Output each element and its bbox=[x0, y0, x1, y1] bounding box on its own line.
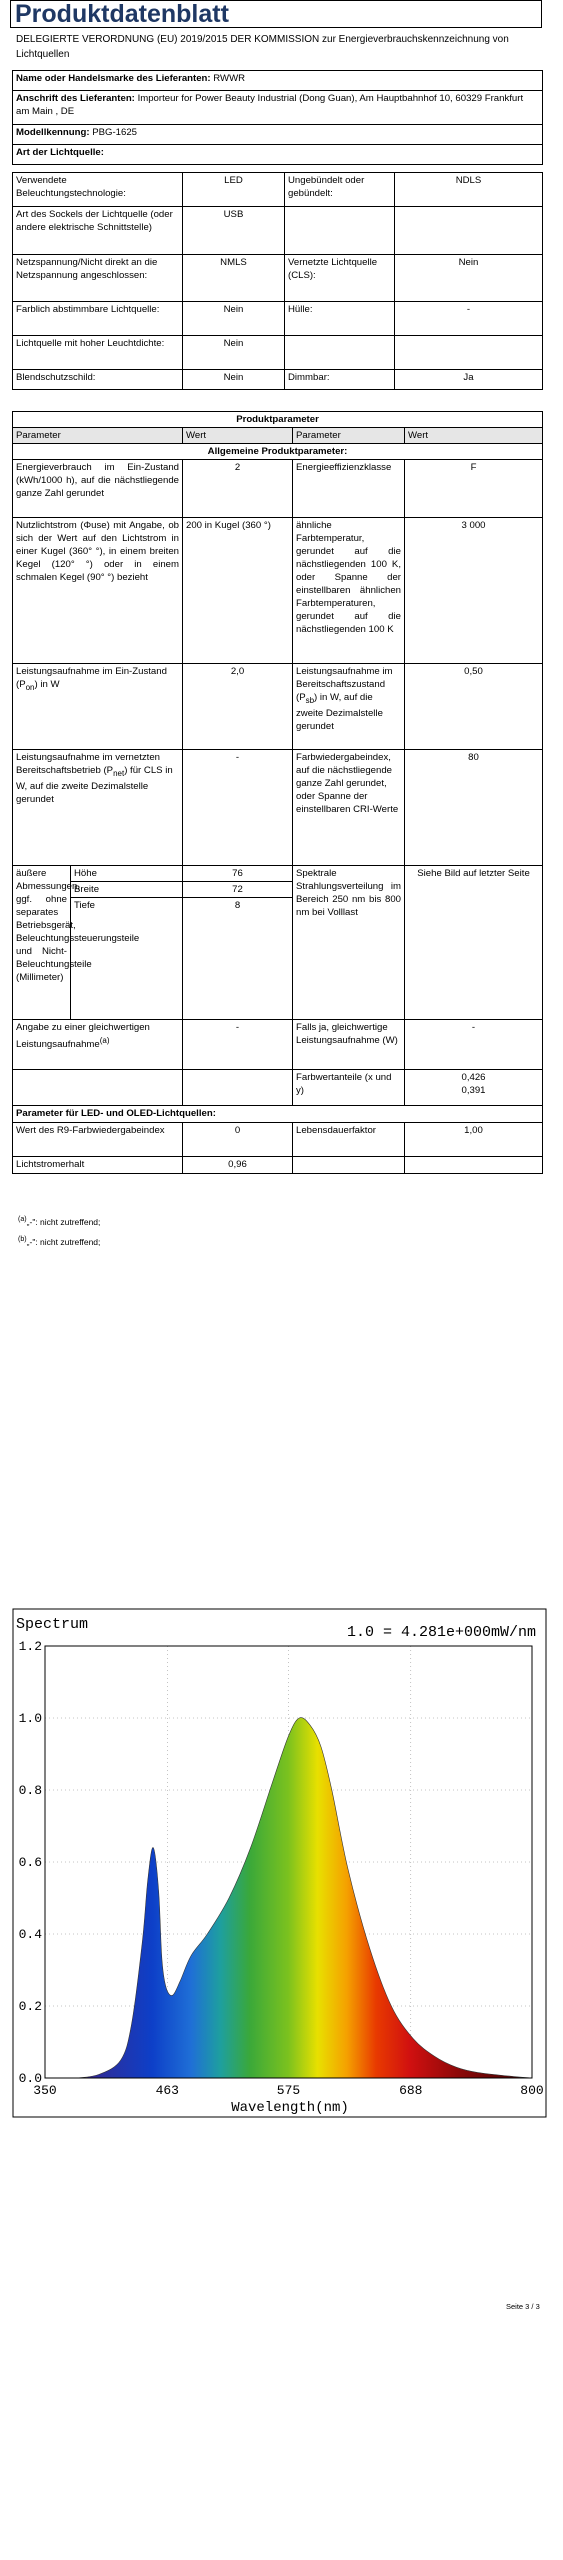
cell-value: NMLS bbox=[183, 255, 285, 302]
model-row bbox=[13, 125, 543, 145]
led-params-header: Parameter für LED- und OLED-Lichtquellen: bbox=[13, 1106, 543, 1123]
param-label: Farbwiedergabeindex, auf die nächstliegende ganze Zahl gerundet, oder Spanne der einstellbaren CRI-Werte bbox=[293, 750, 405, 866]
light-type-row bbox=[13, 207, 543, 255]
footnote: $^{(a)}$„-": nicht zutreffend; bbox=[18, 1215, 101, 1227]
cell-label: Hülle: bbox=[285, 302, 395, 336]
cell-value: Nein bbox=[395, 255, 543, 302]
param-value: - bbox=[405, 1020, 543, 1070]
x-tick-label: 350 bbox=[33, 2083, 57, 2098]
param-label: Angabe zu einer gleichwertigen Leistungsaufnahme$^{(a)}$ bbox=[13, 1020, 183, 1070]
dim-value: 76 bbox=[183, 866, 293, 882]
cell-label: Lichtquelle mit hoher Leuchtdichte: bbox=[13, 336, 183, 370]
supplier-address-row bbox=[13, 91, 543, 125]
dim-label: Tiefe bbox=[71, 898, 183, 1020]
y-tick-label: 0.8 bbox=[18, 1783, 42, 1798]
product-params-header: Produktparameter bbox=[13, 412, 543, 428]
cell-label: Art des Sockels der Lichtquelle (oder andere elektrische Schnittstelle) bbox=[13, 207, 183, 255]
supplier-name-row bbox=[13, 71, 543, 91]
param-value: 0,96 bbox=[183, 1157, 293, 1174]
x-tick-label: 800 bbox=[520, 2083, 544, 2098]
cell-label: Netzspannung/Nicht direkt an die Netzspannung angeschlossen: bbox=[13, 255, 183, 302]
x-axis-label: Wavelength(nm) bbox=[231, 2100, 349, 2116]
light-type-row bbox=[13, 302, 543, 336]
chart-title: Spectrum bbox=[16, 1616, 89, 1633]
cell-value: USB bbox=[183, 207, 285, 255]
param-head: Parameter bbox=[293, 428, 405, 444]
x-tick-label: 575 bbox=[276, 2083, 301, 2098]
chart-annotation: 1.0 = 4.281e+000mW/nm bbox=[346, 1624, 536, 1641]
param-label: Lichtstromerhalt bbox=[13, 1157, 183, 1174]
param-value: 0 bbox=[183, 1123, 293, 1157]
cell-value: - bbox=[395, 302, 543, 336]
page-title: Produktdatenblatt bbox=[15, 0, 229, 28]
light-type-label: Art der Lichtquelle: bbox=[13, 145, 543, 165]
light-type-row bbox=[13, 173, 543, 207]
param-label: Energieverbrauch im Ein-Zustand (kWh/1000 h), auf die nächstliegende ganze Zahl gerundet bbox=[13, 460, 183, 518]
spectrum-chart bbox=[12, 1608, 547, 2118]
cell-empty bbox=[285, 336, 395, 370]
param-row bbox=[13, 750, 543, 866]
param-label: Leistungsaufnahme im vernetzten Bereitschaftsbetrieb $(P_{net})$ für CLS in W, auf die zweite Dezimalstelle gerundet bbox=[13, 750, 183, 866]
y-tick-label: 0.6 bbox=[18, 1855, 42, 1870]
dims-label: äußere Abmessungen, ggf. ohne separates Betriebsgerät, Beleuchtungssteuerungsteile und Nicht-Beleuchtungsteile (Millimeter) bbox=[13, 866, 71, 1020]
cell-empty bbox=[395, 336, 543, 370]
product-params-table bbox=[12, 411, 543, 1174]
param-head: Parameter bbox=[13, 428, 183, 444]
param-head-row bbox=[13, 428, 543, 444]
y-tick-label: 0.0 bbox=[18, 2071, 42, 2086]
cell-value: Ja bbox=[395, 370, 543, 390]
param-value: - bbox=[183, 1020, 293, 1070]
param-head: Wert bbox=[405, 428, 543, 444]
cell-label: Blendschutzschild: bbox=[13, 370, 183, 390]
cell-label: Dimmbar: bbox=[285, 370, 395, 390]
param-label: Leistungsaufnahme im Bereitschaftszustand $(P_{sb})$ in W, auf die zweite Dezimalstelle gerundet bbox=[293, 664, 405, 750]
model-value: PBG-1625 bbox=[92, 127, 138, 138]
param-row bbox=[13, 518, 543, 664]
page-number: Seite 3 / 3 bbox=[506, 2302, 540, 2311]
footnote: $^{(b)}$„-": nicht zutreffend; bbox=[18, 1234, 101, 1247]
param-label: Wert des R9-Farbwiedergabeindex bbox=[13, 1123, 183, 1157]
dims-row bbox=[13, 866, 543, 882]
param-head: Wert bbox=[183, 428, 293, 444]
param-row bbox=[13, 1070, 543, 1106]
y-tick-label: 0.4 bbox=[18, 1927, 42, 1942]
dim-label: Höhe bbox=[71, 866, 183, 882]
light-type-row bbox=[13, 370, 543, 390]
cell-label: Ungebündelt oder gebündelt: bbox=[285, 173, 395, 207]
param-row bbox=[13, 1020, 543, 1070]
cell-label: Farblich abstimmbare Lichtquelle: bbox=[13, 302, 183, 336]
param-label: Leistungsaufnahme im Ein-Zustand $(P_{on})$ in W bbox=[13, 664, 183, 750]
light-type-table bbox=[12, 172, 543, 390]
param-value: 2,0 bbox=[183, 664, 293, 750]
spectral-label: Spektrale Strahlungsverteilung im Bereich 250 nm bis 800 nm bei Volllast bbox=[293, 866, 405, 1020]
led-row bbox=[13, 1157, 543, 1174]
led-row bbox=[13, 1123, 543, 1157]
param-label: Falls ja, gleichwertige Leistungsaufnahme (W) bbox=[293, 1020, 405, 1070]
param-value: - bbox=[183, 750, 293, 866]
param-label: Farbwertanteile (x und y) bbox=[293, 1070, 405, 1106]
supplier-address-value: Importeur for Power Beauty Industrial (Dong Guan), Am Hauptbahnhof 10, 60329 Frankfurt am Main , DE bbox=[16, 93, 524, 117]
param-value: 0,426 0,391 bbox=[405, 1070, 543, 1106]
dim-value: 72 bbox=[183, 882, 293, 898]
y-tick-label: 1.2 bbox=[18, 1639, 42, 1654]
y-tick-label: 0.2 bbox=[18, 1999, 42, 2014]
light-type-row bbox=[13, 336, 543, 370]
cell-empty bbox=[285, 207, 395, 255]
cell-value: NDLS bbox=[395, 173, 543, 207]
x-tick-label: 463 bbox=[155, 2083, 179, 2098]
cell-label: Verwendete Beleuchtungstechnologie: bbox=[13, 173, 183, 207]
cell-value: LED bbox=[183, 173, 285, 207]
spectral-value: Siehe Bild auf letzter Seite bbox=[405, 866, 543, 1020]
cell-empty bbox=[293, 1157, 405, 1174]
param-label: Lebensdauerfaktor bbox=[293, 1123, 405, 1157]
param-label: Nutzlichtstrom (Φuse) mit Angabe, ob sich der Wert auf den Lichtstrom in einer Kugel (360° °), in einem breiten Kegel (120° °) oder in einem schmalen Kegel (90° °) bezieht bbox=[13, 518, 183, 664]
title-bar bbox=[10, 0, 542, 28]
param-row bbox=[13, 664, 543, 750]
param-label: Energieeffizienzklasse bbox=[293, 460, 405, 518]
general-params-header: Allgemeine Produktparameter: bbox=[13, 444, 543, 460]
cell-value: Nein bbox=[183, 302, 285, 336]
dim-value: 8 bbox=[183, 898, 293, 1020]
light-type-row bbox=[13, 255, 543, 302]
param-value: 3 000 bbox=[405, 518, 543, 664]
param-value: 0,50 bbox=[405, 664, 543, 750]
cell-empty bbox=[395, 207, 543, 255]
regulation-text: DELEGIERTE VERORDNUNG (EU) 2019/2015 DER KOMMISSION zur Energieverbrauchskennzeichnung von Lichtquellen bbox=[16, 34, 509, 60]
param-label: ähnliche Farbtemperatur, gerundet auf die nächstliegenden 100 K, oder Spanne der einstellbaren ähnlichen Farbtemperaturen, gerundet auf die nächstliegenden 100 K bbox=[293, 518, 405, 664]
cell-empty bbox=[13, 1070, 183, 1106]
cell-label: Vernetzte Lichtquelle (CLS): bbox=[285, 255, 395, 302]
model-label: Modellkennung: bbox=[16, 127, 90, 138]
supplier-address-label: Anschrift des Lieferanten: bbox=[16, 93, 135, 104]
param-value: 80 bbox=[405, 750, 543, 866]
y-tick-label: 1.0 bbox=[18, 1711, 42, 1726]
supplier-name-value: RWWR bbox=[213, 73, 246, 84]
footnotes bbox=[18, 1211, 100, 1251]
param-value: 200 in Kugel (360 °) bbox=[183, 518, 293, 664]
cell-empty bbox=[405, 1157, 543, 1174]
cell-value: Nein bbox=[183, 370, 285, 390]
cell-value: Nein bbox=[183, 336, 285, 370]
param-value: F bbox=[405, 460, 543, 518]
dim-label: Breite bbox=[71, 882, 183, 898]
supplier-name-label: Name oder Handelsmarke des Lieferanten: bbox=[16, 73, 211, 84]
param-value: 2 bbox=[183, 460, 293, 518]
supplier-table bbox=[12, 70, 543, 165]
cell-empty bbox=[183, 1070, 293, 1106]
param-value: 1,00 bbox=[405, 1123, 543, 1157]
x-tick-label: 688 bbox=[399, 2083, 423, 2098]
param-row bbox=[13, 460, 543, 518]
